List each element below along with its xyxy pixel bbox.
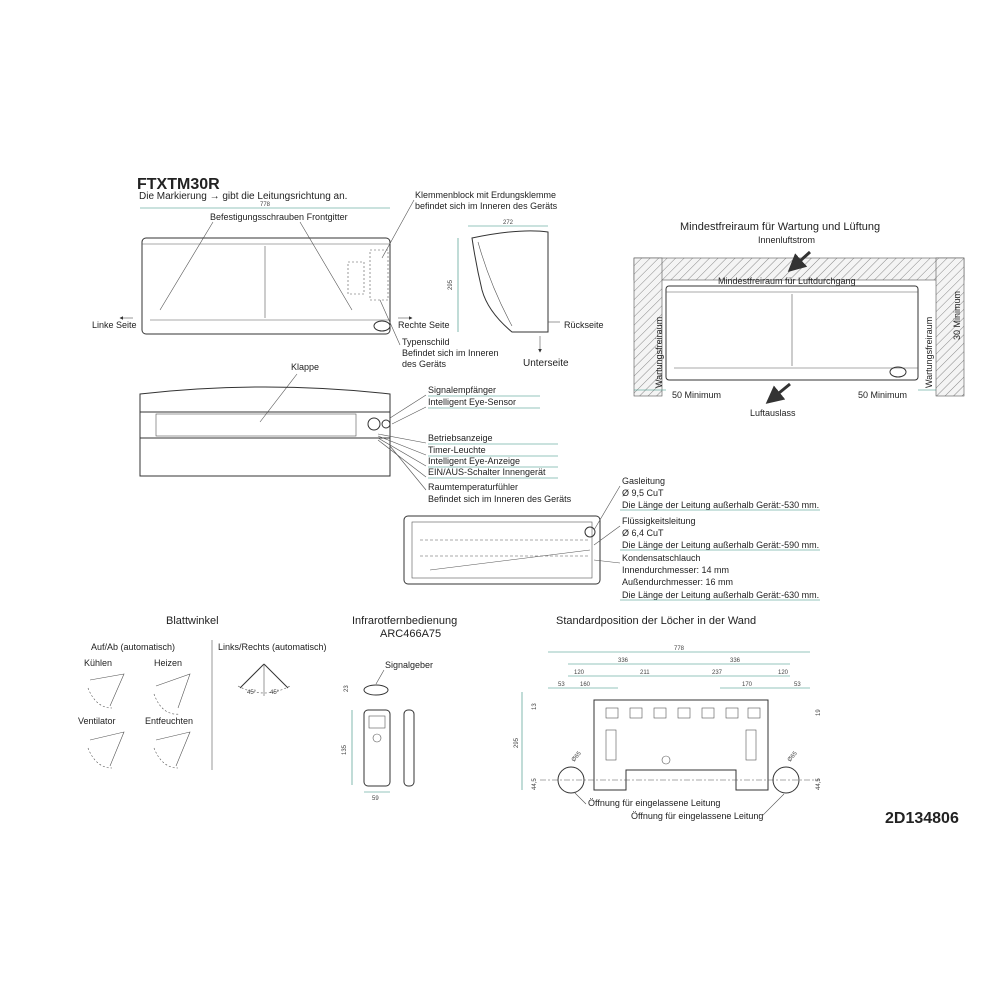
top-min-label: 30 Minimum xyxy=(952,290,962,340)
operation-lamp-label: Betriebsanzeige xyxy=(428,433,493,443)
side-view xyxy=(448,220,604,369)
left-side-label: Linke Seite xyxy=(92,320,137,330)
dim-120b: 120 xyxy=(778,670,789,676)
nameplate-line3: des Geräts xyxy=(402,359,447,369)
dim-160: 160 xyxy=(580,682,591,688)
fan-label: Ventilator xyxy=(78,716,116,726)
service-right-label: Wartungsfreiraum xyxy=(924,316,934,388)
nameplate-line1: Typenschild xyxy=(402,337,450,347)
timer-lamp-label: Timer-Leuchte xyxy=(428,445,486,455)
right-min-label: 50 Minimum xyxy=(858,390,908,400)
dim-336b: 336 xyxy=(730,658,741,664)
outlet-label: Luftauslass xyxy=(750,408,796,418)
remote-section xyxy=(342,615,457,802)
blade-angle-section xyxy=(78,615,327,770)
drain-line3: Außendurchmesser: 16 mm xyxy=(622,577,734,587)
model-title: FTXTM30R xyxy=(137,176,220,193)
inflow-label: Innenluftstrom xyxy=(758,235,816,245)
open-view xyxy=(140,362,572,504)
remote-depth-dim: 23 xyxy=(344,685,350,692)
drain-line1: Kondensatschlauch xyxy=(622,553,701,563)
terminal-block-line2: befindet sich im Inneren des Geräts xyxy=(415,201,558,211)
cooling-label: Kühlen xyxy=(84,658,113,668)
dry-label: Entfeuchten xyxy=(145,716,194,726)
dim-295: 295 xyxy=(514,737,520,748)
gas-line1: Gasleitung xyxy=(622,476,666,486)
side-height-dim: 295 xyxy=(448,279,454,290)
gas-line2: Ø 9,5 CuT xyxy=(622,488,664,498)
drain-line4: Die Länge der Leitung außerhalb Gerät:-630 mm. xyxy=(622,590,820,600)
hole-diameter-left: Ø65 xyxy=(570,750,583,764)
dim-13: 13 xyxy=(532,703,538,710)
clearance-diagram xyxy=(634,221,964,418)
hole-diameter-right: Ø65 xyxy=(786,750,799,764)
left-min-label: 50 Minimum xyxy=(672,390,722,400)
heating-label: Heizen xyxy=(154,658,183,668)
transmitter-label: Signalgeber xyxy=(385,660,434,670)
liquid-line3: Die Länge der Leitung außerhalb Gerät:-590 mm. xyxy=(622,540,820,550)
remote-height-dim: 135 xyxy=(342,744,348,755)
updown-label: Auf/Ab (automatisch) xyxy=(91,642,176,652)
remote-title-line1: Infrarotfernbedienung xyxy=(352,615,458,627)
bottom-label: Unterseite xyxy=(523,358,569,369)
direction-note: Die Markierung → gibt die Leitungsrichtung an. xyxy=(139,191,348,202)
flap-label: Klappe xyxy=(291,362,320,372)
doc-number: 2D134806 xyxy=(885,810,959,827)
clearance-title: Mindestfreiraum für Wartung und Lüftung xyxy=(680,221,881,233)
blade-angle-title: Blattwinkel xyxy=(166,615,219,627)
signal-receiver-label: Signalempfänger xyxy=(428,385,497,395)
nameplate-line2: Befindet sich im Inneren xyxy=(402,348,499,358)
liquid-line1: Flüssigkeitsleitung xyxy=(622,516,696,526)
screws-label: Befestigungsschrauben Frontgitter xyxy=(210,212,348,222)
dim-53b: 53 xyxy=(794,682,801,688)
leftright-label: Links/Rechts (automatisch) xyxy=(218,642,327,652)
dim-19: 19 xyxy=(816,709,822,716)
gas-line3: Die Länge der Leitung außerhalb Gerät:-530 mm. xyxy=(622,500,820,510)
dim-53a: 53 xyxy=(558,682,565,688)
right-side-label: Rechte Seite xyxy=(398,320,450,330)
eye-lamp-label: Intelligent Eye-Anzeige xyxy=(428,456,521,466)
remote-title-line2: ARC466A75 xyxy=(380,628,442,640)
temp-sensor-line1: Raumtemperaturfühler xyxy=(428,482,519,492)
dim-total: 778 xyxy=(674,646,685,652)
front-width-dim: 778 xyxy=(260,202,271,208)
dim-120a: 120 xyxy=(574,670,585,676)
hole-right-label: Öffnung für eingelassene Leitung xyxy=(631,811,764,821)
drain-line2: Innendurchmesser: 14 mm xyxy=(622,565,730,575)
back-label: Rückseite xyxy=(564,320,604,330)
hole-left-label: Öffnung für eingelassene Leitung xyxy=(588,798,721,808)
dim-211: 211 xyxy=(640,670,650,676)
wall-holes-title: Standardposition der Löcher in der Wand xyxy=(556,615,757,627)
dim-237: 237 xyxy=(712,670,723,676)
service-left-label: Wartungsfreiraum xyxy=(654,316,664,388)
remote-width-dim: 59 xyxy=(372,796,379,802)
eye-sensor-label: Intelligent Eye-Sensor xyxy=(428,397,517,407)
angle-left: 45° xyxy=(247,690,257,696)
dim-170: 170 xyxy=(742,682,753,688)
onoff-switch-label: EIN/AUS-Schalter Innengerät xyxy=(428,467,546,477)
min-air-label: Mindestfreiraum für Luftdurchgang xyxy=(718,276,856,286)
dim-445a: 44,5 xyxy=(532,778,538,790)
front-view xyxy=(92,190,558,369)
angle-right: 45° xyxy=(270,690,280,696)
liquid-line2: Ø 6,4 CuT xyxy=(622,528,664,538)
side-depth-dim: 272 xyxy=(503,220,514,226)
wall-holes-section xyxy=(514,615,822,821)
terminal-block-line1: Klemmenblock mit Erdungsklemme xyxy=(415,190,557,200)
temp-sensor-line2: Befindet sich im Inneren des Geräts xyxy=(428,494,572,504)
dim-336a: 336 xyxy=(618,658,629,664)
dim-445b: 44,5 xyxy=(816,778,822,790)
